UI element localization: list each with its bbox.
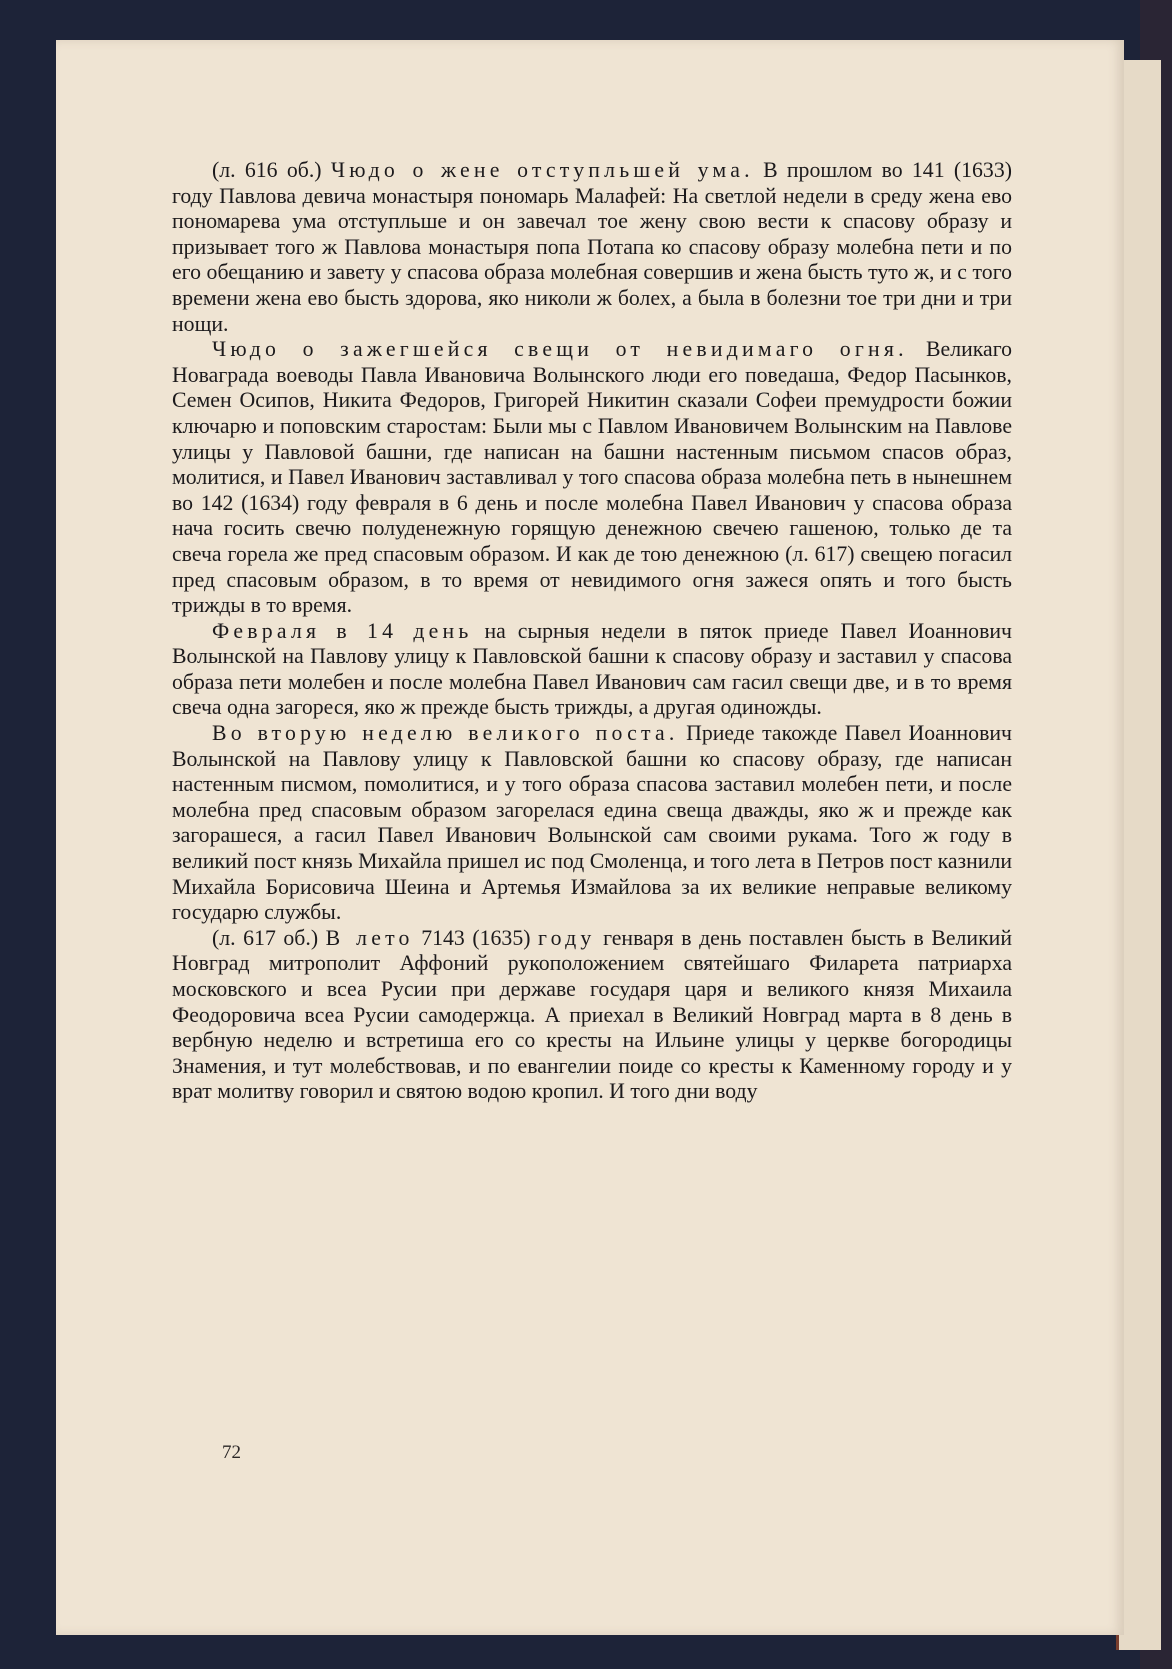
body-text: В прошлом во 141 (1633) году Павлова девича монастыря пономарь Малафей: На светлой недели в среду жена ево пономарева ума отступльше и он завечал тое жену свою вести к спасову образу и призывает того ж Павлова монастыря попа Потапа ко спасову образу молебна пети и по его обещанию и завету у спасова образа молебная совершив и жена бысть туто ж, и с того времени жена ево бысть здорова, яко николи ж болех, а была в болезни тое три дни и три нощи. (172, 158, 1012, 336)
spaced-heading-text: Чюдо о жене отступльшей ума. (330, 158, 754, 182)
body-text: Великаго Новаграда воеводы Павла Ивановича Волынского люди его поведаша, Федор Пасынков, Семен Осипов, Никита Федоров, Григорей Никитин сказали Софеи премудрости божии ключарю и поповским старостам: Были мы с Павлом Ивановичем Волынским на Павлове улицы у Павловой башни, где написан на башни настенным письмом спасов образ, молитися, и Павел Иванович заставливал у того спасова образа молебна петь в нынешнем во 142 (1634) году февраля в 6 день и после молебна Павел Иванович у спасова образа нача госить свечю полуденежную горящую денежною свечею гашеною, только де та свеча горела же пред спасовым образом. И как де тою денежною (л. 617) свещею погасил пред спасовым образом, в то время от невидимого огня зажеся опять и того бысть трижды в то время. (172, 337, 1012, 618)
paragraph (172, 158, 1012, 337)
body-text: (л. 616 об.) (212, 158, 331, 182)
paragraph (172, 337, 1012, 619)
body-text: генваря в день поставлен бысть в Великий Новград митрополит Аффоний рукоположением святейшаго Филарета патриарха московского и всеа Русии при державе государя царя и великого князя Михаила Феодоровича всеа Русии самодержца. А приехал в Великий Новград марта в 8 день в вербную неделю и встретиша его со кресты на Ильине улицы у церкве богородицы Знамения, и тут молебствовав, и по евангелии поиде со кресты к Каменному городу и у врат молитву говорил и святою водою кропил. И того дни воду (172, 925, 1012, 1104)
paragraph (172, 926, 1012, 1105)
spaced-heading-text: Во вторую неделю великого поста. (212, 721, 679, 746)
spaced-heading-text: году (538, 925, 596, 950)
spaced-heading-text: В лето (325, 925, 414, 950)
body-text: на сырныя недели в пяток приеде Павел Иоаннович Волынской на Павлову улицу к Павловской башни к спасову образу и заставил у спасова образа пети молебен и после молебна Павел Иванович сам гасил свещи две, и в то время свеча одна загореся, яко ж прежде бысть трижды, а другая одиножды. (172, 618, 1013, 720)
spaced-heading-text: Чюдо о зажегшейся свещи от невидимаго огня. (212, 337, 908, 362)
body-text: (л. 617 об.) (212, 925, 326, 950)
spaced-heading-text: Февраля в 14 день (212, 618, 473, 643)
body-text: 7143 (1635) (413, 925, 539, 950)
page-number: 72 (222, 1442, 241, 1463)
page-text (172, 158, 1012, 1105)
paragraph (172, 721, 1012, 926)
body-text: Приеде такожде Павел Иоаннович Волынской на Павлову улицу к Павловской башни ко спасову образу, где написан настенным писмом, помолитися, и у того образа спасова заставил молебен пети, и после молебна пред спасовым образом загорелася едина свеща дважды, яко ж и прежде как загорашеся, а гасил Павел Иванович Волынской сам своими рукама. Того ж году в великий пост князь Михайла пришел ис под Смоленца, и того лета в Петров пост казнили Михайла Борисовича Шеина и Артемья Измайлова за их великие неправые великому государю службы. (172, 721, 1012, 925)
paragraph (172, 619, 1012, 721)
